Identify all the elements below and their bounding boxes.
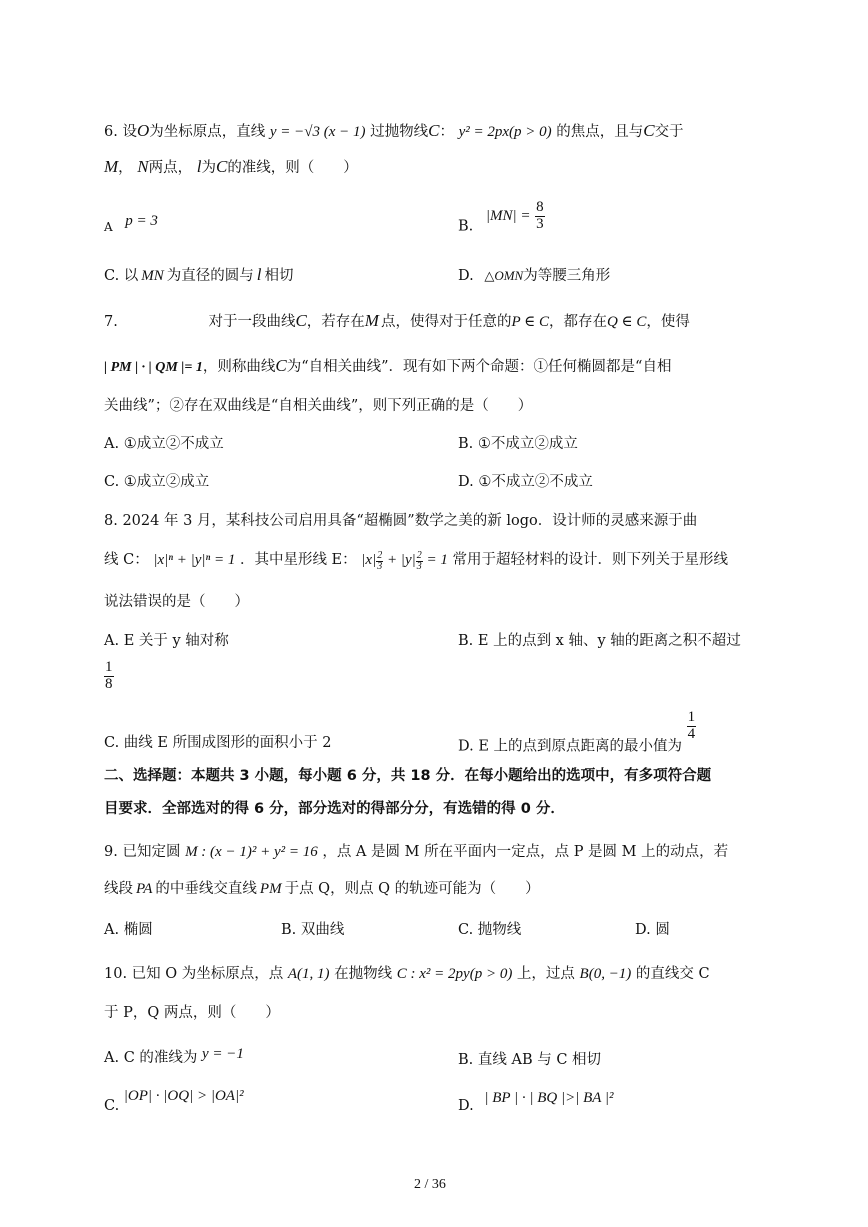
q8-option-d-text: D. E 上的点到原点距离的最小值为 — [458, 738, 683, 755]
q10-point-B: B(0, −1) — [579, 966, 632, 982]
q6-option-d — [458, 264, 610, 285]
q7-condition: | PM | · | QM |= 1 — [104, 360, 203, 375]
q8-text: ．其中星形线 E： — [239, 552, 357, 568]
q7-text: ，若存在 — [306, 314, 365, 330]
q8-superellipse-equation: |x|ⁿ + |y|ⁿ = 1 — [153, 552, 236, 568]
q6-option-b-fraction — [535, 200, 545, 233]
q9-text: 线段 — [104, 881, 133, 897]
q7-var-M: M — [364, 311, 379, 330]
q9-line2 — [104, 877, 540, 898]
q6-text: 6. 设 — [104, 124, 137, 140]
q6-var-N: N — [137, 157, 149, 176]
q6-var-C: C — [215, 157, 228, 176]
q8-option-a: A. E 关于 y 轴对称 — [104, 633, 229, 649]
q10-option-c-label: C. — [104, 1098, 120, 1114]
q6-text: ： — [439, 124, 454, 140]
q10-option-c — [104, 1088, 244, 1114]
q8-option-b-fraction — [104, 660, 114, 693]
q10-text: 10. 已知 O 为坐标原点，点 — [104, 966, 284, 982]
q6-option-a — [104, 213, 158, 234]
q8-text: 线 C： — [104, 552, 149, 568]
q6-var-C: C — [643, 121, 655, 140]
q9-segment-PA: PA — [136, 881, 153, 897]
fraction-numerator: 2 — [377, 550, 383, 561]
exponent-fraction — [416, 551, 423, 571]
fraction-denominator: 8 — [105, 675, 113, 692]
q8-option-d-fraction — [687, 710, 697, 743]
q6-text: 两点， — [148, 160, 193, 176]
section-2-heading-line1: 二、选择题：本题共 3 小题，每小题 6 分，共 18 分．在每小题给出的选项中，有多项符合题 — [104, 768, 712, 784]
q6-parabola-equation: y² = 2px(p > 0) — [458, 124, 552, 140]
q7-P-in-C: P ∈ C — [511, 314, 549, 330]
q8-option-d — [458, 710, 696, 755]
q10-text: 上，过点 — [516, 966, 575, 982]
q7-text: 点，使得对于任意的 — [380, 314, 512, 330]
q6-text: 为直径的圆与 — [166, 268, 254, 284]
fraction-denominator: 3 — [377, 560, 383, 572]
q10-option-b: B. 直线 AB 与 C 相切 — [458, 1052, 602, 1068]
q7-line1 — [104, 310, 690, 331]
q8-line3: 说法错误的是（ ） — [104, 594, 249, 610]
q6-option-b — [458, 200, 545, 234]
fraction-numerator: 8 — [536, 199, 544, 215]
q8-line1: 8. 2024 年 3 月，某科技公司启用具备“超椭圆”数学之美的新 logo．设计师的灵感来源于曲 — [104, 513, 698, 529]
q7-var-C: C — [275, 356, 287, 375]
exponent-fraction — [376, 551, 383, 571]
fraction-numerator: 2 — [416, 550, 422, 561]
q6-option-b-math: |MN| = — [485, 208, 531, 225]
q9-text: 于点 Q，则点 Q 的轨迹可能为（ ） — [284, 881, 540, 897]
q10-parabola-equation: C : x² = 2py(p > 0) — [396, 966, 513, 982]
q10-option-c-math: |OP| · |OQ| > |OA|² — [123, 1088, 244, 1104]
q7-var-C: C — [295, 311, 307, 330]
q8-option-b: B. E 上的点到 x 轴、y 轴的距离之积不超过 — [458, 633, 741, 649]
q7-option-a: A. ①成立②不成立 — [104, 436, 224, 452]
q6-var-M: M — [104, 157, 119, 176]
q7-Q-in-C: Q ∈ C — [606, 314, 647, 330]
q10-option-d — [458, 1090, 614, 1114]
q6-option-a-label: A — [104, 220, 113, 234]
q10-option-d-math: | BP | · | BQ |>| BA |² — [484, 1090, 614, 1106]
q6-text: 交于 — [654, 124, 684, 140]
q9-option-b: B. 双曲线 — [281, 922, 345, 938]
q10-text: 在抛物线 — [334, 966, 393, 982]
q6-text: 相切 — [264, 268, 294, 284]
q10-option-d-label: D. — [458, 1098, 474, 1114]
q6-line-equation: y = −√3 (x − 1) — [269, 124, 366, 140]
q10-line2: 于 P，Q 两点，则（ ） — [104, 1005, 280, 1021]
q6-var-l: l — [196, 157, 202, 176]
q6-text: ， — [118, 160, 133, 176]
q10-option-a — [104, 1046, 244, 1067]
fraction-denominator: 3 — [416, 560, 422, 572]
q6-line2 — [104, 156, 358, 177]
q6-option-c — [104, 264, 294, 285]
q7-number: 7. — [104, 314, 118, 330]
fraction-denominator: 3 — [536, 215, 544, 232]
q7-text: 为“自相关曲线”．现有如下两个命题：①任何椭圆都是“自相 — [286, 359, 672, 375]
q9-text: 9. 已知定圆 — [104, 844, 181, 860]
q8-line2 — [104, 548, 728, 571]
q10-line1 — [104, 962, 710, 983]
fraction-numerator: 1 — [105, 659, 113, 675]
q6-text: C. 以 — [104, 268, 139, 284]
q6-var-O: O — [136, 121, 150, 140]
q9-line-PM: PM — [259, 881, 282, 897]
q6-option-d-label: D. — [458, 268, 474, 284]
q10-option-a-math: y = −1 — [202, 1046, 244, 1062]
q9-option-a: A. 椭圆 — [104, 922, 153, 938]
q6-text: 的准线，则（ ） — [227, 160, 358, 176]
q6-option-c-l: l — [256, 265, 262, 284]
q6-text: 为坐标原点，直线 — [149, 124, 266, 140]
q6-option-c-MN: MN — [141, 268, 164, 284]
q10-point-A: A(1, 1) — [287, 966, 330, 982]
q7-text: 对于一段曲线 — [208, 314, 296, 330]
q7-option-d: D. ①不成立②不成立 — [458, 474, 593, 490]
q6-option-b-label: B. — [458, 218, 474, 235]
q7-option-c: C. ①成立②成立 — [104, 474, 210, 490]
q6-text: 为等腰三角形 — [523, 268, 611, 284]
q9-text: ，点 A 是圆 M 所在平面内一定点，点 P 是圆 M 上的动点，若 — [322, 844, 729, 860]
q7-text: ，使得 — [646, 314, 690, 330]
section-2-heading-line2: 目要求．全部选对的得 6 分，部分选对的得部分分，有选错的得 0 分． — [104, 801, 565, 817]
q7-option-b: B. ①不成立②成立 — [458, 436, 578, 452]
q10-text: 的直线交 C — [635, 966, 710, 982]
q6-option-a-math: p = 3 — [125, 213, 158, 229]
q9-line1 — [104, 840, 728, 861]
q10-option-a-text: A. C 的准线为 — [104, 1050, 198, 1066]
q9-option-d: D. 圆 — [635, 922, 670, 938]
q7-line3: 关曲线”；②存在双曲线是“自相关曲线”，则下列正确的是（ ） — [104, 398, 533, 414]
q6-option-d-math: △OMN — [484, 268, 524, 283]
q8-text: 常用于超轻材料的设计．则下列关于星形线 — [452, 552, 728, 568]
q6-text: 的焦点，且与 — [556, 124, 644, 140]
q8-option-c: C. 曲线 E 所围成图形的面积小于 2 — [104, 735, 332, 751]
q8-astroid-equation: |x| $\frac{2}{3}$ + |y| $\frac{2}{3}$ = 1 — [361, 550, 448, 572]
q6-line1 — [104, 120, 684, 141]
q6-text: 过抛物线 — [370, 124, 429, 140]
q9-circle-equation: M : (x − 1)² + y² = 16 — [185, 844, 318, 860]
page-number: 2 / 36 — [414, 1177, 446, 1192]
q6-text: 为 — [201, 160, 216, 176]
q7-text: ，则称曲线 — [202, 359, 276, 375]
q7-line2 — [104, 355, 671, 376]
q6-var-C: C — [428, 121, 440, 140]
q7-text: ，都存在 — [548, 314, 607, 330]
q9-option-c: C. 抛物线 — [458, 922, 522, 938]
fraction-denominator: 4 — [687, 725, 696, 742]
fraction-numerator: 1 — [687, 709, 696, 725]
q9-text: 的中垂线交直线 — [155, 881, 257, 897]
fraction — [104, 660, 114, 693]
